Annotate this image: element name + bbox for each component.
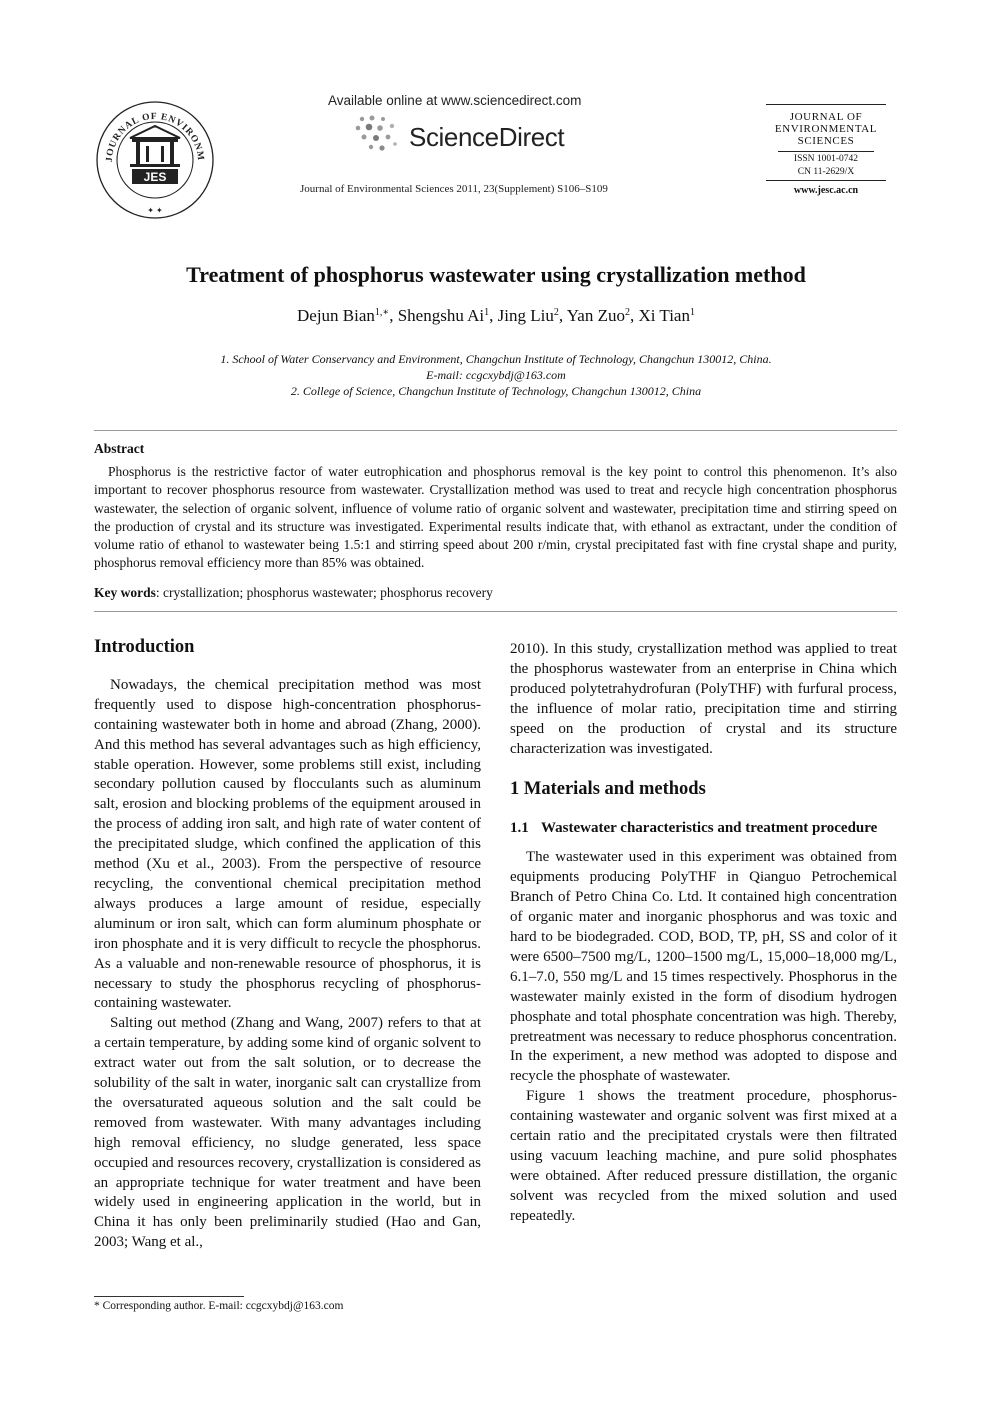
sciencedirect-dots-icon [352,113,408,155]
author-name: Dejun Bian [297,306,375,325]
journal-name-line3: SCIENCES [797,135,855,147]
available-online-text: Available online at www.sciencedirect.com [328,93,582,108]
seal-jes-label: JES [143,170,167,184]
footnote-rule [94,1296,244,1297]
abstract-text: Phosphorus is the restrictive factor of water eutrophication and phosphorus removal is the key point to control this phenomenon. It’s also important to recover phosphorus resource from wastewater. Crystallization method was used to treat and recycle high concentration phosphorus wastewater, the selection of organic solvent, influence of volume ratio of organic solvent and wastewater, precipitation time and stirring speed on the production of crystal and its structure was investigated. Experimental results indicate that, with ethanol as extractant, under the condition of volume ratio of ethanol to wastewater being 1.5:1 and stirring speed about 200 r/min, crystal precipitated fast with fine crystal shape and purity, phosphorus removal efficiency more than 85% was obtained. [94,464,897,571]
author-email: E-mail: ccgcxybdj@163.com [426,368,566,382]
author-affiliation-mark: 1 [484,307,490,318]
journal-name-line1: JOURNAL OF [789,111,863,123]
author-affiliation-mark: 1,∗ [374,307,390,318]
subsection-heading [510,818,897,838]
body-paragraph: Figure 1 shows the treatment procedure, phosphorus-containing wastewater and organic solvent was first mixed at a certain ratio and the precipitated crystals were then filtrated using vacuum leaching machine, and pure solid phosphates were obtained. After reduced pressure distillation, the organic solvent was recycled from the mixed solution and used repeatedly. [510,1088,897,1224]
subsection-number: 1.1 [510,820,529,837]
section-heading: 1 Materials and methods [510,779,706,800]
journal-website: www.jesc.ac.cn [793,185,859,196]
keywords-label: Key words [94,585,156,600]
author-affiliation-mark: 1 [689,307,695,318]
left-column [94,638,481,1253]
journal-cn: CN 11-2629/X [797,167,855,177]
keywords-line [94,585,493,601]
author-name: Xi Tian [638,306,690,325]
author-affiliation-mark: 2 [624,307,630,318]
subsection-title: Wastewater characteristics and treatment procedure [541,820,878,837]
journal-info-box [766,104,886,196]
corresponding-author-footnote: * Corresponding author. E-mail: ccgcxybdj@163.com [94,1300,344,1312]
journal-issn: ISSN 1001-0742 [793,154,859,164]
svg-text:✦ ✦: ✦ ✦ [147,206,163,215]
body-paragraph: The wastewater used in this experiment was obtained from equipments producing PolyTHF in Qianguo Petrochemical Branch of Petro China Co. Ltd. It contained high concentration of organic mater and inorganic phosphorus and was toxic and hard to be biodegraded. COD, BOD, TP, pH, SS and color of it were 6500–7500 mg/L, 1200–1500 mg/L, 15,000–18,000 mg/L, 6.1–7.0, 550 mg/L and 15 times respectively. Phosphorus in the wastewater mainly existed in the form of disodium hydrogen phosphate and total phosphate concentration was high. Thereby, pretreatment was necessary to reduce phosphorus concentration. In the experiment, a new method was adopted to dispose and recycle the phosphate of wastewater. [510,849,897,1085]
intro-paragraph: Salting out method (Zhang and Wang, 2007) refers to that at a certain temperature, by adding some kind of organic solvent to extract water out from the salt solution, or to decrease the solubility of the salt in water, inorganic salt can crystallize from the oversaturated aqueous solution and the salt could be removed from wastewater. With many advantages including high removal efficiency, no sludge generated, less space occupied and resources recovery, crystallization is considered as an appropriate technique for water treatment and have been widely used in engineering application in the world, but in China it has only been preliminarily studied (Hao and Gan, 2003; Wang et al., [94,1015,481,1251]
journal-citation: Journal of Environmental Sciences 2011, 23(Supplement) S106–S109 [300,183,608,195]
sciencedirect-wordmark: ScienceDirect [409,122,565,152]
intro-paragraph-continued: 2010). In this study, crystallization method was applied to treat the phosphorus wastewater from an enterprise in China which produced polytetrahydrofuran (PolyTHF) with furfural process, the influence of molar ratio, precipitation time and stirring speed on the production of crystal and its structure characterization was investigated. [510,641,897,757]
author-name: Yan Zuo [566,306,625,325]
author-affiliation-mark: 2 [553,307,559,318]
journal-seal-logo [94,100,216,220]
abstract-heading: Abstract [94,441,145,456]
right-column [510,640,897,1227]
author-list: Dejun Bian$^{1,∗}$, Shengshu Ai$^1$, Jing Liu$^2$, Yan Zuo$^2$, Xi Tian$^1$ [297,306,695,325]
journal-name-line2: ENVIRONMENTAL [774,123,878,135]
article-title: Treatment of phosphorus wastewater using crystallization method [186,262,806,287]
introduction-heading: Introduction [94,637,195,657]
svg-text:JOURNAL OF ENVIRONMENTAL SCIEN: JOURNAL OF ENVIRONM [104,111,206,163]
divider [94,611,897,612]
affiliation-2: 2. College of Science, Changchun Institute of Technology, Changchun 130012, China [290,384,702,398]
keywords-list: : crystallization; phosphorus wastewater; phosphorus recovery [155,585,493,600]
author-name: Jing Liu [497,306,554,325]
divider [94,430,897,431]
author-name: Shengshu Ai [397,306,485,325]
intro-paragraph: Nowadays, the chemical precipitation method was most frequently used to dispose high-concentration phosphorus-containing wastewater both in home and abroad (Zhang, 2000). And this method has several advantages such as high efficiency, stable operation. However, some problems still exist, including secondary pollution caused by flocculants such as aluminum salt, erosion and blocking problems of the equipment aroused in the process of adding iron salt, and high rate of water content of the precipitated sludge, which confined the application of this method (Xu et al., 2003). From the perspective of resource recycling, the conventional chemical precipitation method always produces a large amount of residue, especially aluminum or iron salt, which can form aluminum phosphate or iron phosphate and it is very difficult to recycle the phosphorus. As a valuable and non-renewable resource of phosphorus, it is necessary to study the phosphorus recycling of phosphorus-containing wastewater. [94,676,481,1012]
affiliation-1: 1. School of Water Conservancy and Environment, Changchun Institute of Technology, Changchun 130012, China. [220,352,772,366]
